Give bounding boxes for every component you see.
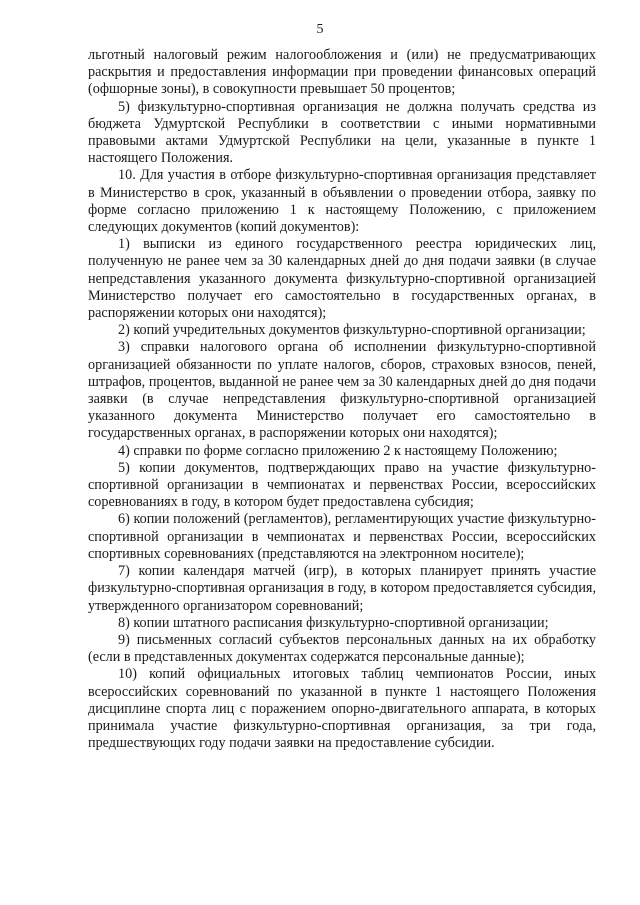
list-item-2: 2) копий учредительных документов физкультурно-спортивной организации; (118, 322, 586, 339)
list-item-8: 8) копии штатного расписания физкультурно-спортивной организации; (118, 614, 549, 631)
list-item-6: 6) копии положений (регламентов), регламентирующих участие физкультурно-спортивной организации в чемпионатах и первенствах России, всероссийских спортивных соревнованиях (представляются на электронном носителе); (88, 511, 596, 562)
paragraph-item-5: 5) физкультурно-спортивная организация не должна получать средства из бюджета Удмуртской Республики в соответствии с иными нормативными правовыми актами Удмуртской Республики на цели, указанные в пункте 1 настоящего Положения. (88, 98, 596, 167)
paragraph-continuation: льготный налоговый режим налогообложения и (или) не предусматривающих раскрытия и предоставления информации при проведении финансовых операций (офшорные зоны), в совокупности превышает 50 процентов; (88, 47, 596, 98)
list-item-5: 5) копии документов, подтверждающих право на участие физкультурно-спортивной организации в чемпионатах и первенствах России, всероссийских соревнованиях в году, в котором будет предоставлена субсидия; (88, 459, 596, 511)
list-item-4: 4) справки по форме согласно приложению 2 к настоящему Положению; (118, 442, 558, 459)
list-item-7: 7) копии календаря матчей (игр), в которых планирует принять участие физкультурно-спортивная организация в году, в котором предоставляется субсидия, утвержденного организатором соревнований; (88, 563, 596, 614)
list-item-9: 9) письменных согласий субъектов персональных данных на их обработку (если в представленных документах содержатся персональные данные); (88, 631, 596, 666)
list-item-1: 1) выписки из единого государственного реестра юридических лиц, полученную не ранее чем за 30 календарных дней до дня подачи заявки (в случае непредставления указанного документа физкультурно-спортивной организацией Министерство получает его самостоятельно в государственных органах, в распоряжении которых они находятся); (88, 236, 596, 322)
document-body (88, 47, 596, 752)
list-item-10: 10) копий официальных итоговых таблиц чемпионатов России, иных всероссийских соревнований по указанной в пункте 1 настоящего Положения дисциплине спорта лиц с поражением опорно-двигательного аппарата, в которых принимала участие физкультурно-спортивная организация, за три года, предшествующих году подачи заявки на предоставление субсидии. (88, 666, 596, 752)
list-item-3: 3) справки налогового органа об исполнении физкультурно-спортивной организацией обязанности по уплате налогов, сборов, страховых взносов, пеней, штрафов, процентов, выданной не ранее чем за 30 календарных дней до дня подачи заявки (в случае непредставления физкультурно-спортивной организацией указанного документа Министерство получает его самостоятельно в государственных органах, в распоряжении которых они находятся); (88, 339, 596, 442)
paragraph-clause-10: 10. Для участия в отборе физкультурно-спортивная организация представляет в Министерство в срок, указанный в объявлении о проведении отбора, заявку по форме согласно приложению 1 к настоящему Положению, с приложением следующих документов (копий документов): (88, 167, 596, 236)
page-number: 5 (316, 22, 324, 37)
